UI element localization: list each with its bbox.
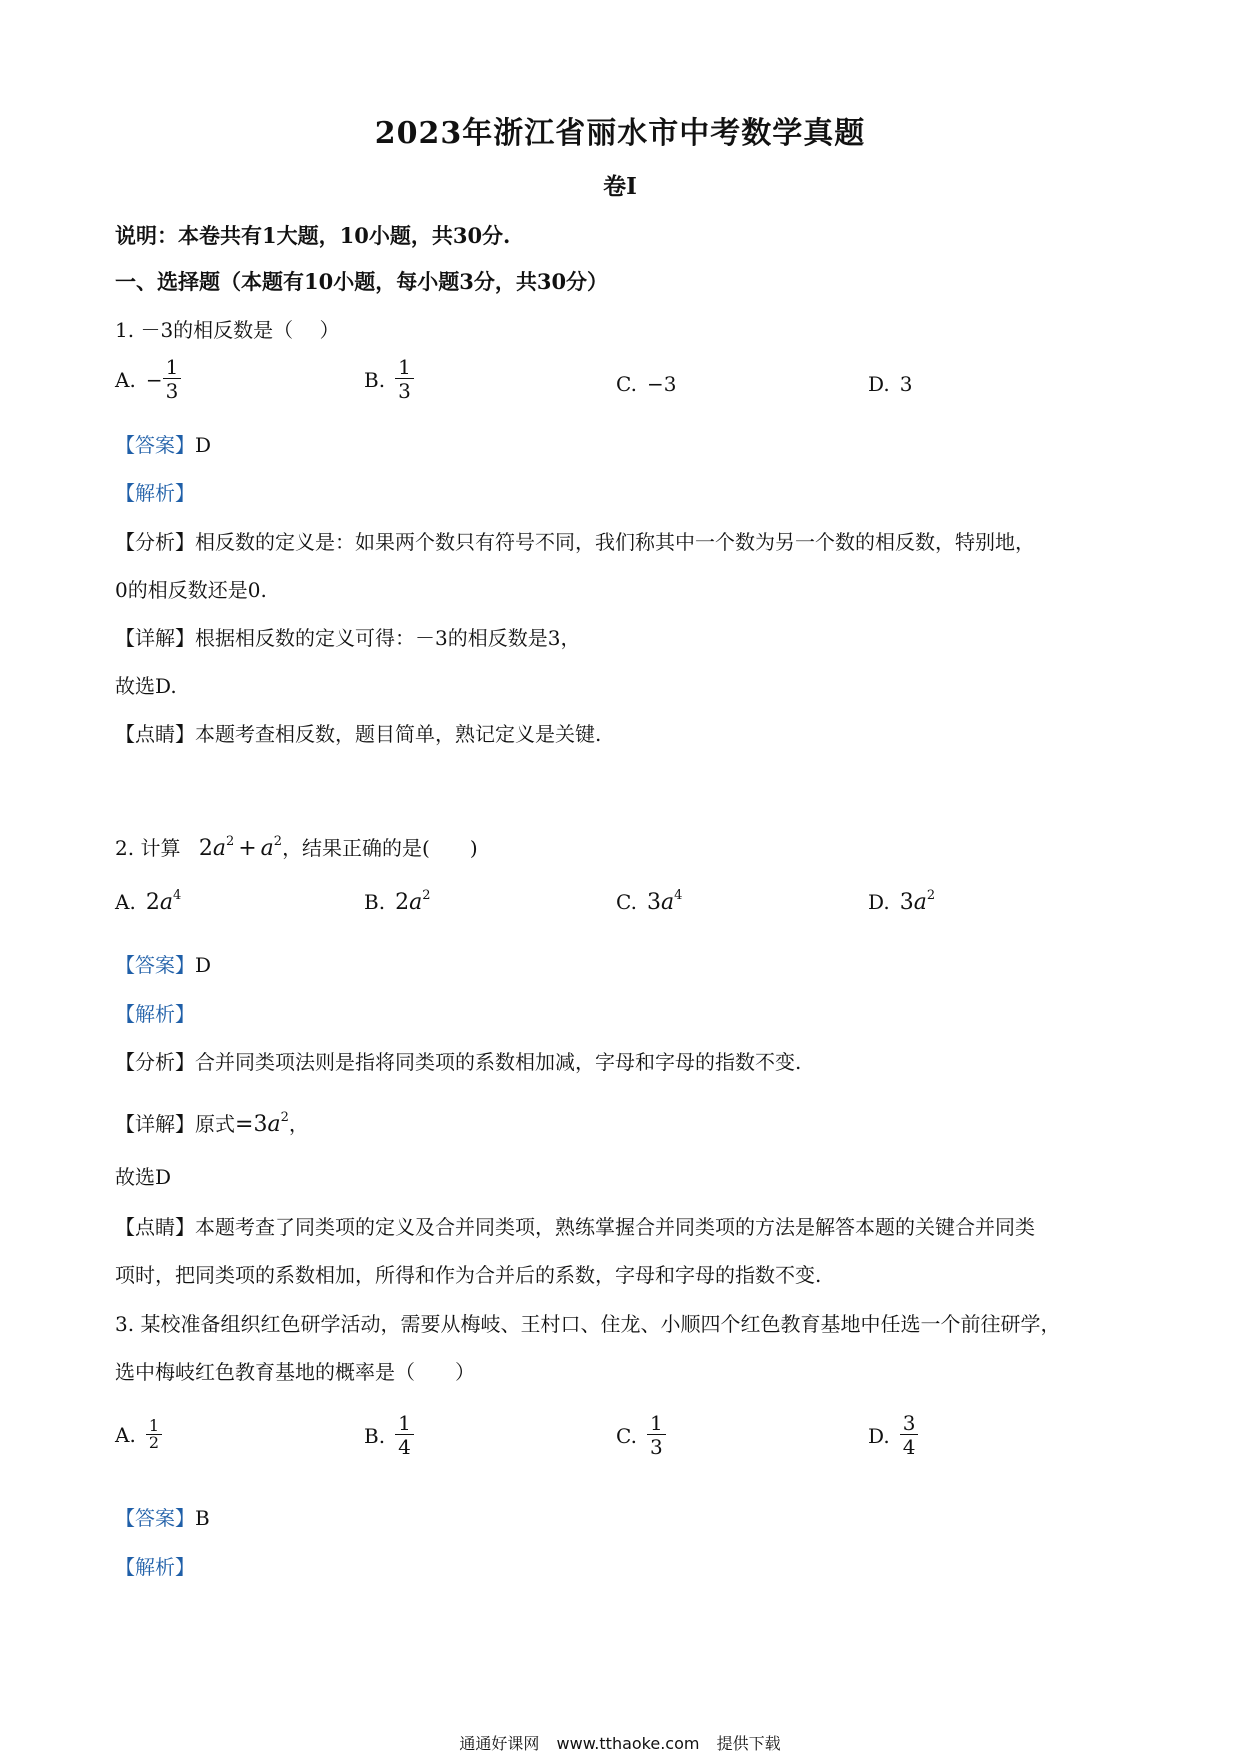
answer-value: D <box>195 433 212 457</box>
exponent: 2 <box>926 888 936 903</box>
fraction <box>900 1412 919 1459</box>
numerator: 1 <box>398 1411 411 1435</box>
instructions-note: 说明：本卷共有1大题，10小题，共30分. <box>115 223 511 248</box>
q1-option-d <box>868 372 912 396</box>
stem-suffix: ，结果正确的是( ) <box>282 836 478 860</box>
fraction <box>647 1412 666 1459</box>
q2-analysis-tag: 【解析】 <box>115 1002 195 1026</box>
coef: 2 <box>395 890 410 915</box>
exponent: 2 <box>225 834 235 849</box>
option-label: C. <box>616 1423 637 1448</box>
q3-stem: 3. 某校准备组织红色研学活动，需要从梅岐、王村口、住龙、小顺四个红色教育基地中任选一个前往研学， <box>115 1312 1061 1336</box>
fraction <box>395 356 414 403</box>
q2-answer <box>115 951 211 979</box>
footer-url[interactable]: www.tthaoke.com <box>556 1734 700 1753</box>
answer-value: B <box>195 1506 210 1530</box>
denominator: 4 <box>900 1434 919 1459</box>
q1-answer <box>115 431 211 459</box>
denominator: 2 <box>146 1434 162 1451</box>
numerator: 1 <box>148 1416 159 1435</box>
q1-stem: 1. －3的相反数是（ ） <box>115 318 340 342</box>
page-title: 2023年浙江省丽水市中考数学真题 <box>374 116 866 151</box>
denominator: 4 <box>395 1434 414 1459</box>
exponent: 2 <box>280 1110 289 1125</box>
q2-option-c <box>616 888 682 915</box>
option-label: D. <box>868 889 890 914</box>
xiangjie-expression <box>235 1112 289 1137</box>
coef: 2 <box>145 890 160 915</box>
coef: 3 <box>899 890 914 915</box>
q1-option-b <box>364 356 414 403</box>
option-label: B. <box>364 889 386 914</box>
page-footer <box>0 1731 1240 1754</box>
variable: a <box>660 890 675 915</box>
q3-option-b <box>364 1412 414 1459</box>
q1-analysis-tag: 【解析】 <box>115 481 195 505</box>
minus-sign: − <box>145 367 163 392</box>
option-expression <box>146 888 181 915</box>
xiangjie-tag: 【详解】 <box>115 626 195 650</box>
variable: a <box>409 890 423 915</box>
fenxi-tag: 【分析】 <box>115 530 195 554</box>
operator: + <box>238 836 257 861</box>
q3-answer <box>115 1504 210 1532</box>
coef: 2 <box>198 836 213 861</box>
q2-stem <box>115 828 478 863</box>
equals: = <box>235 1112 254 1137</box>
q2-conclusion: 故选D <box>115 1165 172 1189</box>
dianjing-text: 本题考查了同类项的定义及合并同类项，熟练掌握合并同类项的方法是解答本题的关键合并同类 <box>195 1215 1035 1239</box>
option-label: A. <box>115 889 136 914</box>
xiangjie-tag: 【详解】 <box>115 1112 195 1136</box>
option-value: 3 <box>899 372 913 396</box>
q3-option-c <box>616 1412 666 1459</box>
q1-xiangjie <box>115 624 580 652</box>
fenxi-text: 相反数的定义是：如果两个数只有符号不同，我们称其中一个数为另一个数的相反数，特别地， <box>195 530 1035 554</box>
expression <box>199 836 282 861</box>
xiangjie-text: 根据相反数的定义可得：－3的相反数是3， <box>195 626 581 650</box>
exponent: 4 <box>674 888 683 903</box>
exponent: 2 <box>422 888 431 903</box>
coef: 3 <box>253 1112 268 1137</box>
q2-dianjing <box>115 1213 1035 1241</box>
option-label: C. <box>616 372 637 396</box>
option-label: B. <box>364 367 386 392</box>
option-label: A. <box>115 367 136 392</box>
section-heading: 一、选择题（本题有10小题，每小题3分，共30分） <box>115 269 609 294</box>
variable: a <box>212 836 226 861</box>
option-expression <box>647 888 682 915</box>
option-expression <box>395 888 430 915</box>
option-label: C. <box>616 889 637 914</box>
variable: a <box>913 890 927 915</box>
stem-prefix: 2. 计算 <box>115 836 181 860</box>
option-label: B. <box>364 1423 386 1448</box>
numerator: 3 <box>902 1411 916 1435</box>
option-label: A. <box>115 1422 136 1447</box>
q3-option-a <box>115 1418 162 1451</box>
q1-conclusion: 故选D. <box>115 674 177 698</box>
q1-dianjing <box>115 720 601 748</box>
q2-option-d <box>868 888 935 915</box>
coef: 3 <box>646 890 661 915</box>
option-label: D. <box>868 372 890 396</box>
fraction <box>163 356 182 403</box>
q1-fenxi <box>115 528 1035 556</box>
fenxi-text: 合并同类项法则是指将同类项的系数相加减，字母和字母的指数不变. <box>195 1050 802 1074</box>
numerator: 1 <box>165 355 179 379</box>
q2-dianjing-cont: 项时，把同类项的系数相加，所得和作为合并后的系数，字母和字母的指数不变. <box>115 1263 822 1287</box>
option-value: −3 <box>646 372 677 396</box>
numerator: 1 <box>649 1411 663 1435</box>
q3-analysis-tag: 【解析】 <box>115 1555 195 1579</box>
numerator: 1 <box>398 355 411 379</box>
fenxi-tag: 【分析】 <box>115 1050 195 1074</box>
dianjing-tag: 【点睛】 <box>115 722 195 746</box>
exponent: 4 <box>172 888 182 903</box>
q3-option-d <box>868 1412 918 1459</box>
option-expression <box>900 888 935 915</box>
dianjing-tag: 【点睛】 <box>115 1215 195 1239</box>
q1-option-c <box>616 372 676 396</box>
answer-tag: 【答案】 <box>115 433 195 457</box>
exponent: 2 <box>273 834 283 849</box>
q1-fenxi-cont: 0的相反数还是0. <box>115 578 267 602</box>
paper-subtitle: 卷I <box>603 173 637 200</box>
variable: a <box>260 836 274 861</box>
q2-option-a <box>115 888 181 915</box>
variable: a <box>267 1112 281 1137</box>
answer-tag: 【答案】 <box>115 953 195 977</box>
variable: a <box>159 890 173 915</box>
fraction <box>395 1412 414 1459</box>
q2-xiangjie <box>115 1104 309 1139</box>
dianjing-text: 本题考查相反数，题目简单，熟记定义是关键. <box>195 722 602 746</box>
fraction <box>146 1418 162 1451</box>
q1-option-a <box>115 356 181 403</box>
q2-fenxi <box>115 1048 801 1076</box>
q2-option-b <box>364 888 430 915</box>
xiangjie-prefix: 原式 <box>195 1112 235 1136</box>
denominator: 3 <box>395 378 414 403</box>
footer-suffix: 提供下载 <box>716 1734 781 1753</box>
denominator: 3 <box>163 378 182 403</box>
xiangjie-suffix: ， <box>288 1112 309 1136</box>
option-label: D. <box>868 1423 890 1448</box>
footer-site-name: 通通好课网 <box>459 1734 540 1753</box>
denominator: 3 <box>647 1434 666 1459</box>
answer-value: D <box>195 953 212 977</box>
q3-stem-cont: 选中梅岐红色教育基地的概率是（ ） <box>115 1360 475 1384</box>
answer-tag: 【答案】 <box>115 1506 195 1530</box>
